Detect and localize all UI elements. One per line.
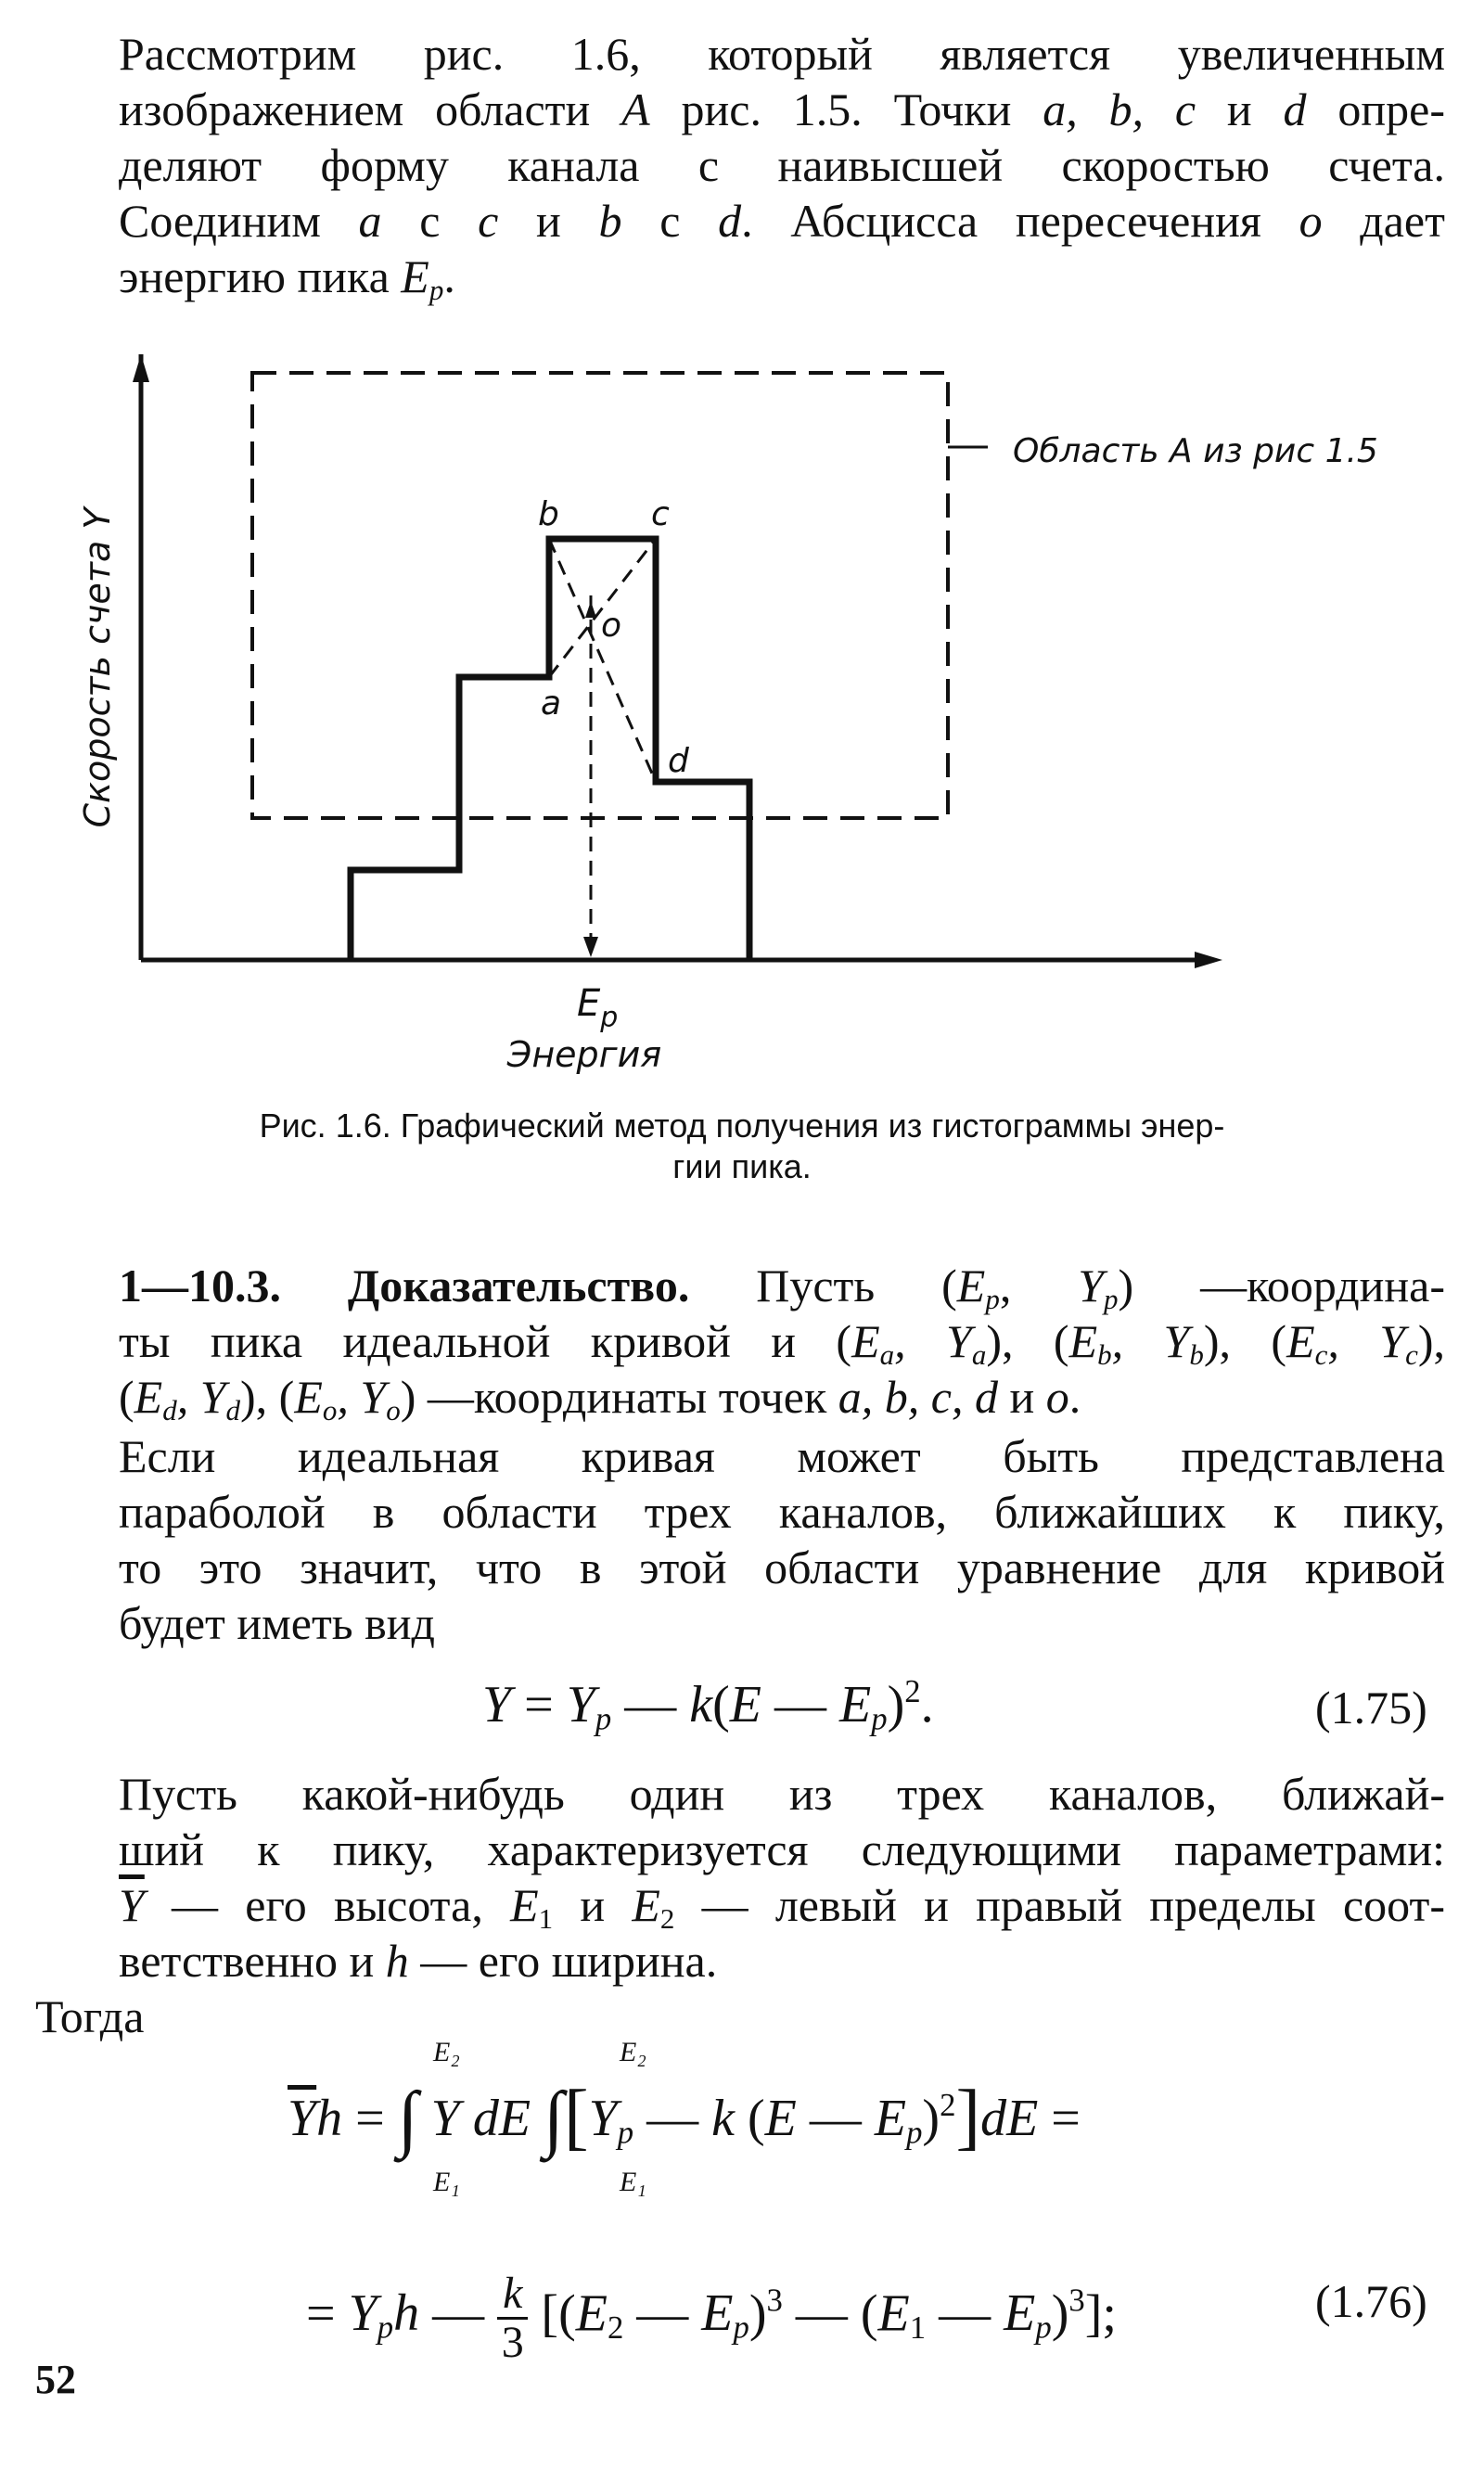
histogram-curve <box>351 539 749 960</box>
proof-paragraph <box>35 1258 1445 1425</box>
ep-marker-label: $E_p$ <box>577 982 619 1034</box>
intro-line-2: изображением области A рис. 1.5. Точки a, b, c и d опре- <box>119 83 1445 135</box>
equation-1-76-line-2: = $Y_ph$ — $\frac{k}{3}$ [($E_2$ — $E_p)^3$ — ($E_1$ — $E_p)^3$]; <box>306 2269 1117 2367</box>
ep-arrowhead <box>583 937 598 957</box>
point-c-label: c <box>651 495 670 533</box>
para3-line-4: ветственно и h — его ширина. <box>119 1935 718 1987</box>
intro-paragraph <box>35 26 1445 304</box>
integral-2-upper: E₂ <box>620 2037 646 2067</box>
page-number: 52 <box>35 2357 76 2402</box>
region-a-box <box>252 373 948 818</box>
proof-line-3: ($E_d$, $Y_d$), ($E_o$, $Y_o$) —координаты точек a, b, c, d и o. <box>119 1371 1081 1426</box>
then-word: Тогда <box>35 1990 145 2042</box>
equation-1-75: $Y = Y_p$ — k(E — $E_p)^2$. <box>482 1673 934 1737</box>
equation-1-76-number: (1.76) <box>1315 2275 1427 2327</box>
x-axis-arrow <box>1195 952 1222 968</box>
parabola-paragraph <box>35 1428 1445 1651</box>
intro-line-4: Соединим a с c и b с d. Абсцисса пересечения o дает <box>119 195 1445 247</box>
para3-line-3: $\overline{Y}$ — его высота, $E_1$ и $E_2$ — левый и правый пределы соот- <box>119 1879 1446 1935</box>
point-a-label: a <box>541 684 562 723</box>
para2-line-1: Если идеальная кривая может быть представлена <box>119 1430 1445 1482</box>
histogram-figure <box>0 343 1484 1085</box>
figure-caption <box>56 1106 1428 1187</box>
intro-line-1: Рассмотрим рис. 1.6, который является увеличенным <box>119 28 1445 80</box>
intro-line-5: энергию пика $E_p$. <box>119 250 455 306</box>
para2-line-2: параболой в области трех каналов, ближайших к пику, <box>119 1486 1445 1538</box>
fraction-denominator: 3 <box>501 2318 524 2367</box>
point-d-label: d <box>668 742 689 780</box>
point-o-label: o <box>601 607 622 645</box>
section-heading: 1—10.3. Доказательство. <box>119 1260 690 1311</box>
line-b-d <box>549 539 656 782</box>
fraction-numerator: k <box>497 2271 528 2320</box>
region-a-label: Область А из рис 1.5 <box>1013 432 1378 470</box>
proof-line-2: ты пика идеальной кривой и ($E_a$, $Y_a$), ($E_b$, $Y_b$), ($E_c$, $Y_c$), <box>119 1315 1446 1371</box>
caption-line-1: Рис. 1.6. Графический метод получения из гистограммы энер- <box>259 1107 1225 1145</box>
integral-1-lower: E₁ <box>433 2167 460 2197</box>
caption-line-2: гии пика. <box>672 1147 812 1185</box>
y-axis-arrow <box>133 354 149 382</box>
x-axis-label: Энергия <box>506 1034 662 1075</box>
y-axis-label: Скорость счета Y <box>77 507 118 828</box>
integral-1-upper: E₂ <box>433 2037 460 2067</box>
channel-paragraph <box>35 1766 1445 1989</box>
point-b-label: b <box>538 495 559 533</box>
para2-line-3: то это значит, что в этой области уравнение для кривой <box>119 1542 1445 1593</box>
para3-line-1: Пусть какой-нибудь один из трех каналов, ближай- <box>119 1768 1445 1820</box>
para3-line-2: ший к пику, характеризуется следующими параметрами: <box>119 1823 1445 1875</box>
equation-1-75-number: (1.75) <box>1315 1682 1427 1733</box>
equation-1-76-line-1: $\overline{Y}h$ = ∫ Y dE $\int[Y_p$ — k (E — $E_p)^2]dE$ = <box>288 2076 1081 2159</box>
o-arrowhead <box>585 601 596 618</box>
para2-line-4: будет иметь вид <box>119 1597 435 1649</box>
intro-line-3: деляют форму канала с наивысшей скоростью счета. <box>119 139 1445 191</box>
integral-2-lower: E₁ <box>620 2167 646 2197</box>
proof-line-1: 1—10.3. Доказательство. Пусть ($E_p$, $Y_p$) —координа- <box>119 1260 1446 1315</box>
